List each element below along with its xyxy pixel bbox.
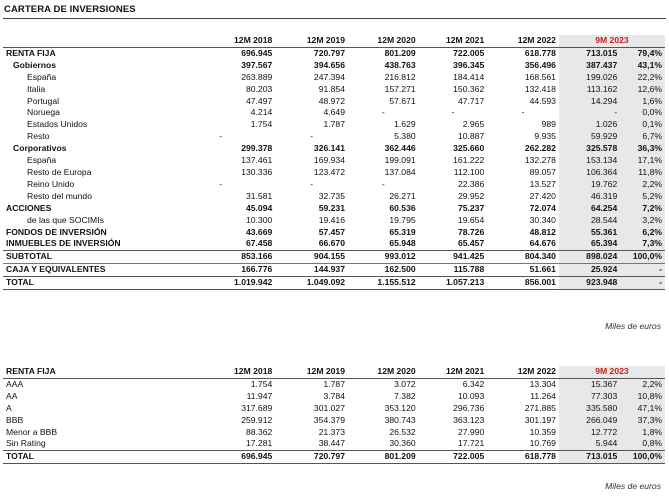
row-label: España: [27, 155, 57, 166]
table-row: [3, 191, 665, 203]
row-value: 696.945: [241, 47, 273, 58]
row-value: -: [521, 107, 525, 118]
row-value: 48.812: [529, 226, 556, 237]
row-share: -: [620, 264, 665, 277]
row-value: -: [381, 107, 385, 118]
row-label: España: [27, 71, 57, 82]
row-value: 363.123: [453, 414, 485, 425]
row-value: -: [219, 131, 223, 142]
row-value: 77.303: [559, 391, 620, 403]
row-value: 75.237: [457, 202, 485, 213]
row-value: 9.935: [534, 131, 556, 142]
table-row: [3, 167, 665, 179]
row-value: 78.726: [457, 226, 485, 237]
row-value: 17.721: [457, 438, 485, 449]
row-value: 25.924: [559, 264, 620, 277]
row-value: 162.500: [384, 264, 416, 275]
row-value: 396.345: [453, 59, 485, 70]
page-title: CARTERA DE INVERSIONES: [4, 4, 136, 15]
table-row: [3, 415, 665, 427]
header-row: [3, 35, 665, 47]
row-value: 55.361: [559, 227, 620, 239]
row-value: 45.094: [245, 202, 273, 213]
row-value: 10.093: [457, 390, 485, 401]
row-value: 266.049: [559, 415, 620, 427]
row-value: 113.162: [559, 84, 620, 96]
row-label: AAA: [6, 378, 24, 389]
row-value: 4.214: [250, 107, 273, 118]
table-row: [3, 451, 665, 464]
row-value: -: [310, 178, 314, 189]
table-row: [3, 119, 665, 131]
row-value: 28.544: [559, 215, 620, 227]
row-value: 5.944: [559, 438, 620, 450]
row-value: 123.472: [313, 166, 345, 177]
row-value: 394.656: [313, 59, 345, 70]
column-header: 12M 2020: [348, 35, 419, 47]
row-value: 722.005: [453, 47, 485, 58]
row-value: 166.776: [241, 264, 273, 275]
column-header: 9M 2023: [559, 35, 665, 47]
row-value: 184.414: [453, 71, 485, 82]
row-value: 5.380: [394, 131, 416, 142]
row-value: 115.788: [453, 264, 485, 275]
row-label: BBB: [6, 414, 24, 425]
row-value: 904.155: [275, 251, 348, 264]
row-value: 30.360: [389, 438, 416, 449]
row-value: 801.209: [384, 47, 416, 58]
column-header: 12M 2021: [419, 366, 488, 378]
row-value: 325.660: [453, 143, 485, 154]
row-value: 14.294: [559, 96, 620, 108]
row-label: Italia: [27, 83, 46, 94]
row-value: 380.743: [384, 414, 416, 425]
row-value: 169.934: [313, 155, 345, 166]
row-share: -: [620, 277, 665, 290]
row-value: 112.100: [453, 166, 485, 177]
row-label: INMUEBLES DE INVERSIÓN: [6, 238, 121, 249]
row-value: 993.012: [348, 251, 419, 264]
row-value: 19.795: [389, 214, 416, 225]
row-value: 3.072: [394, 378, 416, 389]
header-row: [3, 366, 665, 378]
row-value: 150.362: [453, 83, 485, 94]
row-value: 856.001: [487, 277, 559, 290]
row-value: 397.567: [241, 59, 273, 70]
row-value: 325.578: [559, 143, 620, 155]
table-row: [3, 438, 665, 450]
column-header: 12M 2022: [487, 366, 559, 378]
row-value: 3.784: [323, 390, 345, 401]
row-value: 1.787: [323, 119, 345, 130]
row-value: 59.929: [559, 131, 620, 143]
row-value: 1.629: [394, 119, 416, 130]
row-value: 1.026: [559, 119, 620, 131]
row-share: 12,6%: [620, 84, 665, 96]
row-share: 7,2%: [620, 203, 665, 215]
table-row: [3, 391, 665, 403]
column-header: 12M 2020: [348, 366, 419, 378]
row-share: 22,2%: [620, 72, 665, 84]
table-row: [3, 238, 665, 250]
row-value: 296.736: [453, 402, 485, 413]
row-value: 65.319: [389, 226, 416, 237]
column-header: 12M 2022: [487, 35, 559, 47]
row-value: 941.425: [419, 251, 488, 264]
column-header: 12M 2018: [166, 366, 275, 378]
row-value: 353.120: [384, 402, 416, 413]
row-value: 43.669: [245, 226, 273, 237]
table-row: [3, 143, 665, 155]
row-value: 106.364: [559, 167, 620, 179]
row-value: 59.231: [318, 202, 345, 213]
row-share: 0,0%: [620, 107, 665, 119]
title-divider: [3, 18, 666, 19]
row-value: 38.447: [318, 438, 345, 449]
row-label: Reino Unido: [27, 178, 75, 189]
row-value: 21.373: [318, 426, 345, 437]
row-value: 853.166: [166, 251, 275, 264]
row-value: 47.497: [245, 95, 273, 106]
row-value: 10.769: [529, 438, 556, 449]
row-label: Noruega: [27, 107, 60, 118]
row-share: 2,2%: [620, 179, 665, 191]
row-label: FONDOS DE INVERSIÓN: [6, 226, 107, 237]
row-value: 15.367: [559, 378, 620, 390]
row-value: 22.386: [457, 178, 485, 189]
table-row: [3, 403, 665, 415]
units-note-2: Miles de euros: [605, 481, 661, 491]
row-share: 79,4%: [620, 47, 665, 59]
row-value: 713.015: [559, 47, 620, 59]
row-value: 263.889: [241, 71, 273, 82]
row-value: 27.420: [529, 190, 556, 201]
row-value: 720.797: [313, 47, 345, 58]
row-share: 0,1%: [620, 119, 665, 131]
row-label: ACCIONES: [6, 202, 52, 213]
row-value: 387.437: [559, 60, 620, 72]
row-value: 6.342: [462, 378, 485, 389]
row-value: 804.340: [487, 251, 559, 264]
row-value: 57.457: [318, 226, 345, 237]
fixed-income-rating-table: [3, 366, 665, 464]
row-share: 100,0%: [620, 451, 665, 464]
row-value: 80.203: [245, 83, 273, 94]
row-value: 299.378: [241, 143, 273, 154]
row-label: SUBTOTAL: [3, 251, 166, 264]
investment-portfolio-table: [3, 35, 665, 290]
row-value: 168.561: [524, 71, 556, 82]
column-header: 12M 2019: [275, 35, 348, 47]
row-value: 1.019.942: [166, 277, 275, 290]
row-value: 356.496: [524, 59, 556, 70]
row-value: 354.379: [313, 414, 345, 425]
row-value: 335.580: [559, 403, 620, 415]
row-share: 6,2%: [620, 227, 665, 239]
row-value: 199.026: [559, 72, 620, 84]
row-label: TOTAL: [3, 451, 166, 464]
row-share: 6,7%: [620, 131, 665, 143]
row-label: de las que SOCIMIs: [27, 214, 104, 225]
row-label: Resto de Europa: [27, 166, 92, 177]
row-value: 10.887: [457, 131, 485, 142]
row-share: 17,1%: [620, 155, 665, 167]
row-value: 72.074: [529, 202, 556, 213]
row-value: 989: [541, 119, 556, 130]
row-value: 60.536: [389, 202, 416, 213]
row-value: 923.948: [559, 277, 620, 290]
row-value: 713.015: [559, 451, 620, 464]
row-value: 31.581: [245, 190, 273, 201]
row-value: 618.778: [524, 47, 556, 58]
row-share: 5,2%: [620, 191, 665, 203]
row-value: 10.359: [529, 426, 556, 437]
row-share: 47,1%: [620, 403, 665, 415]
row-value: 44.593: [529, 95, 556, 106]
column-header: 12M 2018: [166, 35, 275, 47]
header-label: RENTA FIJA: [3, 366, 166, 378]
row-value: 157.271: [384, 83, 416, 94]
table-row: [3, 251, 665, 264]
row-value: 4.649: [323, 107, 345, 118]
row-value: 1.754: [250, 378, 273, 389]
row-share: 3,2%: [620, 215, 665, 227]
row-value: 262.282: [524, 143, 556, 154]
row-value: 46.319: [559, 191, 620, 203]
row-value: 19.762: [559, 179, 620, 191]
row-value: 65.948: [389, 238, 416, 249]
row-label: RENTA FIJA: [6, 47, 56, 58]
row-value: 898.024: [559, 251, 620, 264]
row-value: 11.264: [530, 390, 556, 401]
row-label: TOTAL: [3, 277, 166, 290]
row-value: 67.458: [245, 238, 273, 249]
table-row: [3, 96, 665, 108]
row-value: -: [219, 178, 223, 189]
column-header: 12M 2021: [419, 35, 488, 47]
row-label: CAJA Y EQUIVALENTES: [6, 264, 106, 275]
table-row: [3, 427, 665, 439]
row-value: 65.394: [559, 238, 620, 250]
row-value: 47.717: [457, 95, 485, 106]
row-value: 19.654: [457, 214, 485, 225]
row-share: 36,3%: [620, 143, 665, 155]
row-share: 7,3%: [620, 238, 665, 250]
units-note: Miles de euros: [605, 321, 661, 331]
row-value: 1.049.092: [275, 277, 348, 290]
row-share: 1,6%: [620, 96, 665, 108]
row-label: Estados Unidos: [27, 119, 88, 130]
row-label: Resto del mundo: [27, 190, 92, 201]
row-value: 696.945: [166, 451, 275, 464]
column-header: 12M 2019: [275, 366, 348, 378]
table-row: [3, 84, 665, 96]
row-value: 1.787: [323, 378, 345, 389]
row-value: 66.670: [318, 238, 345, 249]
table-row: [3, 60, 665, 72]
row-value: 1.155.512: [348, 277, 419, 290]
table-row: [3, 203, 665, 215]
row-value: 1.754: [250, 119, 273, 130]
column-header: 9M 2023: [559, 366, 665, 378]
row-label: Corporativos: [13, 143, 67, 154]
row-label: AA: [6, 390, 18, 401]
row-value: 51.661: [529, 264, 556, 275]
row-value: 27.990: [457, 426, 485, 437]
row-label: Sin Rating: [6, 438, 46, 449]
row-value: 438.763: [384, 59, 416, 70]
table-row: [3, 131, 665, 143]
row-value: 88.362: [245, 426, 273, 437]
row-value: 216.812: [384, 71, 416, 82]
table-row: [3, 215, 665, 227]
table-row: [3, 378, 665, 390]
row-label: Menor a BBB: [6, 426, 58, 437]
row-share: 37,3%: [620, 415, 665, 427]
row-label: Resto: [27, 131, 50, 142]
row-label: A: [6, 402, 12, 413]
table-row: [3, 47, 665, 59]
row-value: 65.457: [457, 238, 485, 249]
row-value: 199.091: [384, 155, 416, 166]
row-share: 43,1%: [620, 60, 665, 72]
table-row: [3, 107, 665, 119]
table-row: [3, 227, 665, 239]
row-label: Gobiernos: [13, 59, 56, 70]
row-value: 57.671: [389, 95, 416, 106]
row-value: 271.885: [524, 402, 556, 413]
row-value: 30.340: [529, 214, 556, 225]
row-value: 89.057: [529, 166, 556, 177]
row-value: 362.446: [384, 143, 416, 154]
row-value: 137.084: [384, 166, 416, 177]
row-value: -: [310, 131, 314, 142]
row-value: 7.382: [394, 390, 416, 401]
row-value: 64.676: [529, 238, 556, 249]
row-value: 91.854: [318, 83, 345, 94]
row-value: -: [559, 107, 620, 119]
row-value: 1.057.213: [419, 277, 488, 290]
row-share: 11,8%: [620, 167, 665, 179]
row-share: 2,2%: [620, 378, 665, 390]
row-value: 13.304: [529, 378, 556, 389]
table-row: [3, 179, 665, 191]
row-value: 10.300: [245, 214, 273, 225]
row-value: 618.778: [487, 451, 559, 464]
row-value: 247.394: [313, 71, 345, 82]
row-value: 32.735: [318, 190, 345, 201]
header-label: [3, 35, 166, 47]
row-share: 10,8%: [620, 391, 665, 403]
row-value: 137.461: [241, 155, 273, 166]
row-value: 2.965: [462, 119, 485, 130]
row-value: 13.527: [529, 178, 556, 189]
row-value: 144.937: [313, 264, 345, 275]
row-value: 161.222: [453, 155, 485, 166]
row-value: 29.952: [457, 190, 485, 201]
row-value: 301.027: [313, 402, 345, 413]
row-value: 720.797: [275, 451, 348, 464]
row-value: 11.947: [246, 390, 273, 401]
row-share: 1,8%: [620, 427, 665, 439]
row-value: 326.141: [313, 143, 345, 154]
row-value: 317.689: [241, 402, 273, 413]
row-value: 26.271: [389, 190, 416, 201]
row-value: -: [381, 178, 385, 189]
row-value: 17.281: [245, 438, 273, 449]
row-value: 26.532: [389, 426, 416, 437]
row-value: 48.972: [318, 95, 345, 106]
row-value: 801.209: [348, 451, 419, 464]
row-share: 0,8%: [620, 438, 665, 450]
row-value: 64.254: [559, 203, 620, 215]
row-value: 301.197: [524, 414, 556, 425]
table-row: [3, 264, 665, 277]
row-value: 259.912: [241, 414, 273, 425]
table-row: [3, 72, 665, 84]
row-value: 132.278: [524, 155, 556, 166]
row-value: 153.134: [559, 155, 620, 167]
row-value: 19.416: [318, 214, 345, 225]
row-value: 132.418: [524, 83, 556, 94]
row-value: 12.772: [559, 427, 620, 439]
table-row: [3, 155, 665, 167]
table-row: [3, 277, 665, 290]
row-share: 100,0%: [620, 251, 665, 264]
row-value: -: [451, 107, 455, 118]
row-value: 722.005: [419, 451, 488, 464]
row-label: Portugal: [27, 95, 60, 106]
row-value: 130.336: [241, 166, 273, 177]
